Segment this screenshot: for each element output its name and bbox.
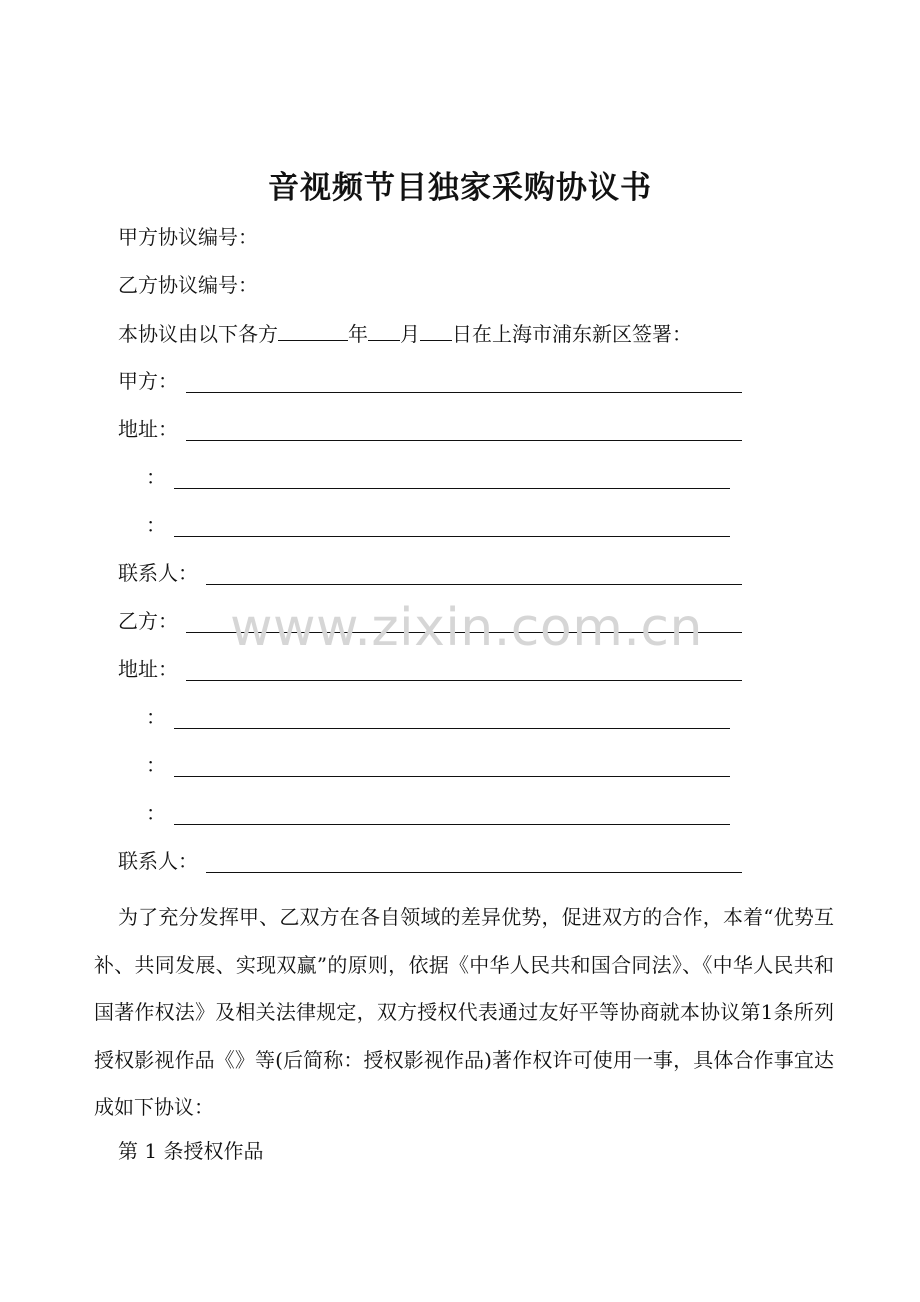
party-b-blank-field-2[interactable] bbox=[146, 750, 730, 780]
signing-date-line bbox=[118, 318, 692, 349]
party-a-name-label: 甲方： bbox=[118, 369, 178, 393]
party-b-contact-line[interactable] bbox=[206, 872, 742, 873]
party-a-agreement-number-label: 甲方协议编号： bbox=[118, 225, 258, 249]
year-label: 年 bbox=[348, 322, 368, 346]
preamble-paragraph: 为了充分发挥甲、乙双方在各自领域的差异优势，促进双方的合作，本着“优势互补、共同发展、实现双赢”的原则，依据《中华人民共和国合同法》、《中华人民共和国著作权法》及相关法律规定，双方授权代表通过友好平等协商就本协议第1条所列授权影视作品《》等(后简称：授权影视作品)著作权许可使用一事，具体合作事宜达成如下协议： bbox=[94, 905, 834, 1119]
party-a-address-label: 地址： bbox=[118, 417, 178, 441]
document-title: 音视频节目独家采购协议书 bbox=[268, 170, 652, 206]
party-b-blank-line-2[interactable] bbox=[174, 776, 730, 777]
party-a-blank-label-2: ： bbox=[146, 513, 166, 537]
party-b-contact-label: 联系人： bbox=[118, 849, 198, 873]
party-a-address-line[interactable] bbox=[186, 440, 742, 441]
party-b-blank-field-3[interactable] bbox=[146, 798, 730, 828]
party-b-agreement-number-label: 乙方协议编号： bbox=[118, 273, 258, 297]
party-a-name-field[interactable] bbox=[118, 366, 742, 396]
month-blank[interactable] bbox=[368, 318, 400, 341]
party-b-blank-line-1[interactable] bbox=[174, 728, 730, 729]
month-label: 月 bbox=[400, 322, 420, 346]
year-blank[interactable] bbox=[278, 318, 348, 341]
party-a-blank-line-1[interactable] bbox=[174, 488, 730, 489]
party-b-blank-field-1[interactable] bbox=[146, 702, 730, 732]
party-a-name-line[interactable] bbox=[186, 392, 742, 393]
party-b-address-line[interactable] bbox=[186, 680, 742, 681]
day-blank[interactable] bbox=[420, 318, 452, 341]
party-a-blank-label-1: ： bbox=[146, 465, 166, 489]
signing-prefix: 本协议由以下各方 bbox=[118, 322, 278, 346]
party-a-contact-line[interactable] bbox=[206, 584, 742, 585]
party-a-blank-line-2[interactable] bbox=[174, 536, 730, 537]
party-a-blank-field-2[interactable] bbox=[146, 510, 730, 540]
party-b-blank-label-2: ： bbox=[146, 753, 166, 777]
party-b-name-label: 乙方： bbox=[118, 609, 178, 633]
party-a-blank-field-1[interactable] bbox=[146, 462, 730, 492]
party-a-contact-label: 联系人： bbox=[118, 561, 198, 585]
party-b-blank-line-3[interactable] bbox=[174, 824, 730, 825]
party-b-blank-label-3: ： bbox=[146, 801, 166, 825]
party-a-address-field[interactable] bbox=[118, 414, 742, 444]
watermark: www.zixin.com.cn bbox=[230, 598, 703, 658]
article-1-heading: 第 1 条授权作品 bbox=[118, 1139, 264, 1163]
party-b-address-field[interactable] bbox=[118, 654, 742, 684]
party-b-contact-field[interactable] bbox=[118, 846, 742, 876]
party-b-blank-label-1: ： bbox=[146, 705, 166, 729]
party-b-address-label: 地址： bbox=[118, 657, 178, 681]
party-a-contact-field[interactable] bbox=[118, 558, 742, 588]
day-place-label: 日在上海市浦东新区签署： bbox=[452, 322, 692, 346]
